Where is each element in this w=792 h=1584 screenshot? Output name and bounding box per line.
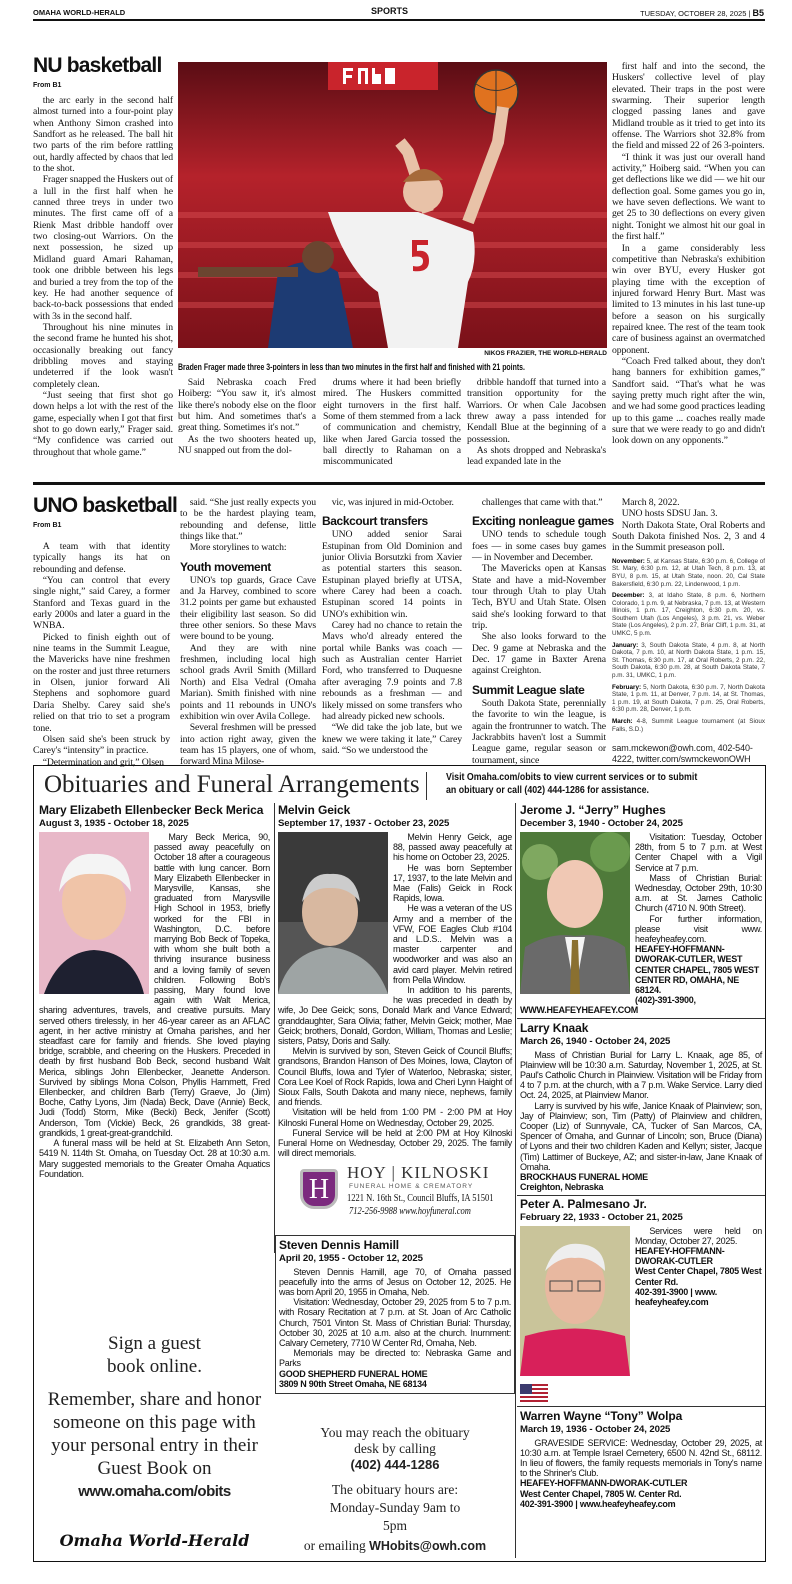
issue-date: TUESDAY, OCTOBER 28, 2025 — [640, 9, 747, 18]
desk-hours: The obituary hours are: Monday-Sunday 9am to 5pm — [329, 1482, 461, 1533]
schedule-month-label: January: — [612, 641, 639, 649]
obit-name: Peter A. Palmesano Jr. — [520, 1196, 647, 1211]
page-number: B5 — [752, 8, 764, 18]
desk-email[interactable]: WHobits@owh.com — [369, 1539, 487, 1553]
schedule-month-label: February: — [612, 683, 642, 691]
paragraph: Mass of Christian Burial for Larry L. Knaak, age 85, of Plainview will be 10:30 a.m. Saturday, November 1, 2025, at St. Paul's Catholic Church in Plainview. Visitation will be Friday from 4 to 7 p.m. at the church, with a 7 p.m. Wake Service. Larry died Oct. 24, 2025, at Plainview Manor. — [520, 1049, 762, 1101]
obituary-merica — [36, 803, 273, 1179]
paragraph: said. “She just really expects you to be the hardest playing team, rebounding and defense, little things like that.” — [180, 497, 316, 543]
obit-name: Steven Dennis Hamill — [279, 1237, 400, 1252]
paragraph: Larry is survived by his wife, Janice Knaak of Plainview; son, Jay of Plainview; son, Tim (Patty) of Plainview and children, Cooper (Liz) of Sunnyvale, CA, Tucker of San Marcos, CA, Spencer of Omaha, and Gunnar of Lincoln; son, Bruce (Diana) of Lyons and their two children Kaden and Kellyn; sister, Jacque (Tim) Lattimer of Buckeye, AZ; and sister-in-law, Jane Knaak of Omaha. — [520, 1100, 762, 1172]
paragraph: She also looks forward to the Dec. 9 game at Nebraska and the Dec. 17 game in Baxter Arena against Creighton. — [472, 631, 606, 677]
paragraph: A team with that identity typically hangs its hat on rebounding and defense. — [33, 541, 170, 575]
obituary-hamill — [275, 1235, 515, 1394]
news-photo — [178, 62, 607, 348]
uno-column-2 — [180, 497, 316, 768]
paragraph: He was a veteran of the US Army and a member of the VFW, FOE Eagles Club #104 and L.D.S.. Melvin was a master carpenter and woodworker and was also an avid card player. Melvin retired from Pella Window. — [393, 903, 512, 985]
section-divider — [33, 482, 765, 485]
funeral-home-line: HEAFEY-HOFFMANN-DWORAK-CUTLER, WEST CENTER CHAPEL, 7805 WEST CENTER RD, OMAHA, NE 68124. — [635, 944, 760, 996]
paragraph: “You can control that every single night,” said Carey, a former Stanford and Texas guard in the early 2000s and later a guard in the WNBA. — [33, 575, 170, 632]
paragraph: Throughout his nine minutes in the second frame he hunted his shot, occasionally breaking out fancy dribbling moves and staying undeterred if the look wasn't completely clean. — [33, 321, 173, 390]
obit-dates: February 22, 1933 - October 21, 2025 — [520, 1211, 683, 1223]
paragraph: Funeral Service will be held at 2:00 PM at Hoy Kilnoski Funeral Home on Wednesday, October 29, 2025. The family will direct memorials. — [278, 1127, 512, 1159]
paragraph: Services were held on Monday, October 27, 2025. — [635, 1225, 762, 1246]
funeral-home-line: BROCKHAUS FUNERAL HOME — [520, 1172, 648, 1183]
obit-dates: December 3, 1940 - October 24, 2025 — [520, 818, 683, 829]
paragraph: first half and into the second, the Huskers' collective level of play elevated. Their traps in the post were swarming. Their superior length clogged passing lanes and gave Midland trouble as it tried to get into its offense. The Warriors shot 32.8% from the field and missed 22 of 26 3-pointers. — [612, 61, 765, 152]
obit-name: Mary Elizabeth Ellenbecker Beck Merica — [39, 803, 264, 817]
paragraph: “Just seeing that first shot go down helps a lot with the rest of the game, especially when I got that first shot to go down early,” Frager said. “My confidence was carried out throughout that whole game.” — [33, 389, 173, 458]
schedule-month — [612, 558, 765, 588]
paragraph: Several freshmen will be pressed into action right away, given the team has 15 players, one of whom, forward Mina Milose- — [180, 722, 316, 768]
schedule-games: 3, at Idaho State, 8 p.m. 6, Northern Colorado, 1 p.m. 9, at Nebraska, 7 p.m. 13, at Western Illinois, 1 p.m. 17, Creighton, 6:30 p.m. 20, vs. Southern Utah (Los Angeles), 3 p.m. 21, vs. Weber State (Los Angeles), 2 p.m. 27, Briar Cliff, 1 p.m. 31, at UMKC, 5 p.m. — [612, 592, 765, 638]
obituaries-title: Obituaries and Funeral Arrangements — [44, 771, 420, 798]
paragraph: “I think it was just our overall hand activity,” Hoiberg said. “When you can get deflections like we did — we hit our deflection goal. Some games you go in, we have seven deflections. We want to get 25 to 30 deflections on every given night. Tonight we almost hit our goal in the first half.” — [612, 151, 765, 243]
funeral-home-line: HEAFEY-HOFFMANN-DWORAK-CUTLER — [635, 1245, 725, 1267]
guestbook-link[interactable]: www.omaha.com/obits — [78, 1483, 231, 1500]
paragraph: “Coach Fred talked about, they don't hang banners for exhibition games,” Sandfort said. “That's what he was saying pretty much right after the win, and we had some good practices leading up to this game ... coaches really made sure that we were ready to go and didn't look down on any opponents.” — [612, 355, 765, 447]
uno-headline: UNO basketball — [33, 494, 178, 517]
owh-logo: Omaha World-Herald — [59, 1531, 250, 1550]
paragraph: In addition to his parents, he was preceded in death by wife, Jo Dee Geick; sons, Donald Mark and Vance Edward; granddaughter, Sara Olivia; father, Melvin Geick; mother, Mae Geick; brothers, Donald, Gordon, William, Thomas and Leslie; sisters, Patsy, Doris and Sally. — [278, 985, 512, 1047]
obits-left-column — [36, 803, 273, 1558]
paragraph: Olsen said she's been struck by Carey's “intensity” in practice. — [33, 733, 170, 757]
schedule-month-label: December: — [612, 592, 645, 600]
obituary-desk-info — [275, 1425, 515, 1554]
funeral-home-line: 402-391-3900 | www. heafeyheafey.com — [635, 1286, 717, 1307]
paragraph: Visitation: Wednesday, October 29, 2025 from 5 to 7 p.m. with Rosary Recitation at 7 p.m. at St. Joan of Arc Catholic Church, 7501 Vinton St. Mass of Christian Burial: Thursday, October 30, 2025 at 10 a.m. also at the church. Inurnment: Calvary Cemetery, 7710 W Center Rd, Omaha, Neb. — [279, 1297, 511, 1348]
paragraph: “Determination and grit,” Olsen — [42, 756, 164, 768]
subheading: Summit League slate — [472, 682, 585, 697]
paragraph: A funeral mass will be held at St. Elizabeth Ann Seton, 5419 N. 114th St. Omaha, on Tuesday Oct. 28 at 10:30 a.m. Mary suggested memorials to the Greater Omaha Aquatics Foundation. — [39, 1138, 270, 1179]
obits-middle-column — [275, 803, 515, 1558]
obit-dates: March 19, 1936 - October 24, 2025 — [520, 1423, 671, 1435]
column-rule — [515, 803, 516, 1558]
obit-dates: August 3, 1935 - October 18, 2025 — [39, 818, 189, 829]
nu-column-5 — [612, 61, 765, 447]
schedule-month-label: March: — [612, 718, 633, 725]
nu-column-4 — [467, 377, 606, 468]
paragraph: He was born September 17, 1937, to the late Melvin and Mae (Falis) Geick in Rock Rapids, Iowa. — [393, 862, 512, 904]
desk-email-prefix: or emailing — [303, 1538, 366, 1553]
schedule-month — [612, 592, 765, 638]
paragraph: Visitation will be held from 1:00 PM - 2:00 PM at Hoy Kilnoski Funeral Home on Wednesday, October 29, 2025. — [278, 1107, 512, 1128]
paragraph: Frager snapped the Huskers out of a lull in the first half when he canned three treys in under two minutes. The first came off of a Rienk Mast dribble handoff over two closing-out Warriors. On the next possession, he sized up Midland guard Amari Rahaman, took one dribble between his legs and buried a trey from the top of the key. He had another sequence of back-to-back possessions that ended with 3s in the second half. — [33, 174, 173, 322]
obit-name: Warren Wayne “Tony” Wolpa — [520, 1408, 683, 1423]
paragraph: UNO hosts SDSU Jan. 3. — [621, 508, 718, 520]
funeral-home — [279, 1369, 511, 1389]
schedule-games: 5, North Dakota, 6:30 p.m. 7, North Dakota State, 1 p.m. 11, at Denver, 7 p.m. 14, at St. Thomas, 1 p.m. 19, at South Dakota, 7 p.m. 25, Oral Roberts, 6:30 p.m. 28, Denver, 1 p.m. — [612, 683, 765, 714]
paragraph: vic, was injured in mid-October. — [331, 497, 454, 508]
portrait-photo — [520, 832, 630, 994]
funeral-home — [520, 1478, 762, 1509]
paragraph: As shots dropped and Nebraska's lead expanded late in the — [467, 445, 606, 468]
hoy-logo: H — [300, 1169, 338, 1209]
photo-stack — [520, 1226, 630, 1404]
schedule-games: 4-8, Summit League tournament (at Sioux Falls, S.D.) — [612, 718, 765, 733]
paragraph: Carey had no chance to retain the Mavs who'd already entered the portal while Banks was coach — such as Australian center Harriet Ford, who transferred to Duquesne after averaging 7.9 points and 7.8 rebounds as a freshman — and likely missed on some transfers who had already picked new schools. — [322, 620, 462, 722]
obituary-knaak — [517, 1018, 765, 1195]
obit-name: Melvin Geick — [278, 803, 351, 817]
paragraph: More storylines to watch: — [189, 542, 287, 554]
notice-line-2: an obituary or call (402) 444-1286 for assistance. — [446, 784, 649, 796]
paragraph: Melvin is survived by son, Steven Geick of Council Bluffs; grandsons, Brandon Hanson of Des Moines, Iowa, Clayton of Council Bluffs, Iowa and Tyler of Waterloo, Nebraska; sister, Cora Lee Koel of Rock Rapids, Iowa and Cheri Lynn Haight of Sioux Falls, South Dakota and many niece, nephews, family and friends. — [278, 1046, 512, 1108]
obituaries-section — [33, 765, 766, 1562]
paragraph: Visitation: Tuesday, October 28th, from 5 to 7 p.m. at West Center Chapel with a Vigil Service at 7 p.m. — [635, 832, 762, 873]
portrait-photo — [520, 1226, 630, 1376]
paragraph: challenges that came with that.” — [481, 497, 603, 508]
uno-schedule — [612, 558, 765, 733]
obit-dates: September 17, 1937 - October 23, 2025 — [278, 818, 450, 829]
paragraph: North Dakota State, Oral Roberts and South Dakota finished Nos. 2, 3 and 4 in the Summit preseason poll. — [612, 519, 765, 554]
obituary-notice — [446, 771, 697, 797]
paragraph: Melvin Henry Geick, age 88, passed away peacefully at his home on October 23, 2025. — [393, 832, 512, 863]
nu-column-1 — [33, 95, 173, 458]
portrait-photo — [278, 832, 388, 994]
uno-column-5-text — [612, 497, 765, 554]
hoy-kilnoski-ad — [275, 1163, 515, 1235]
funeral-home-line: West Center Chapel, 7805 W. Center Rd. — [520, 1488, 682, 1499]
paragraph: For further information, please visit www. heafeyheafey.com. — [635, 913, 762, 945]
paragraph: March 8, 2022. — [621, 497, 680, 508]
paragraph: UNO tends to schedule tough foes — in some cases buy games — in November and December. — [472, 529, 606, 564]
obituary-hughes — [517, 803, 765, 1018]
paragraph: As the two shooters heated up, NU snapped out from the dol- — [178, 433, 316, 457]
header-rule — [33, 19, 765, 21]
schedule-month — [612, 718, 765, 733]
paragraph: the arc early in the second half almost turned into a four-point play when Anthony Simon crashed into Sandfort as he released. The ball hit two parts of the rim before rattling out, hardly affected by chaos that led to the shot. — [33, 95, 173, 175]
guestbook-headline: Sign a guest book online. — [107, 1333, 202, 1377]
paragraph: drums where it had been briefly mired. The Huskers committed eight turnovers in the first half. Some of them stemmed from a lack of communication and chemistry, like when Jared Garcia tossed the ball directly to Rahaman on a miscommunicated — [323, 377, 461, 468]
obituary-wolpa — [517, 1406, 765, 1509]
funeral-home-line: HEAFEY-HOFFMANN-DWORAK-CUTLER — [520, 1478, 688, 1489]
uno-jump-label: From B1 — [33, 522, 62, 529]
nu-jump-label: From B1 — [33, 82, 62, 89]
obit-name: Larry Knaak — [520, 1020, 589, 1035]
uno-column-5 — [612, 497, 765, 765]
photo-caption: Braden Frager made three 3-pointers in less than two minutes in the first half and finished with 21 points. — [178, 361, 525, 372]
guestbook-text: Remember, share and honor someone on this page with your personal entry in their Guest Book on — [47, 1389, 262, 1479]
obituary-palmesano — [517, 1195, 765, 1406]
funeral-home — [520, 1172, 762, 1192]
notice-line-1: Visit Omaha.com/obits to view current services or to submit — [446, 771, 698, 783]
paragraph: The Mavericks open at Kansas State and have a mid-November tour through Utah to play Utah Tech, BYU and Utah State. Olsen said she's looking forward to that trip. — [472, 563, 606, 632]
nu-headline: NU basketball — [33, 54, 162, 77]
schedule-games: 5, at Kansas State, 6:30 p.m. 6, College of St. Mary, 6:30 p.m. 12, at Utah Tech, 8 p.m. 13, at BYU, 8 p.m. 15, at Utah State, noon. 20, Cal State Bakersfield, 6:30 p.m. 22, Lindenwood, 1 p.m. — [612, 557, 765, 588]
desk-phone[interactable]: (402) 444-1286 — [350, 1457, 440, 1472]
subheading: Exciting nonleague games — [472, 514, 614, 529]
paragraph: Steven Dennis Hamill, age 70, of Omaha passed peacefully into the arms of Jesus on October 12, 2025. He was born April 20, 1955 in Omaha, Neb. — [279, 1266, 511, 1297]
american-flag-icon — [520, 1384, 548, 1404]
paragraph: In a game considerably less competitive than Nebraska's exhibition win over BYU, every Husker got playing time with the exception of injured forward Henry Burt. Mast was limited to 13 minutes in his last tune-up before a season on his surgically repaired knee. The rest of the team took care of business against an overmatched opponent. — [612, 242, 765, 356]
uno-column-3 — [322, 497, 462, 756]
obit-body — [520, 1050, 762, 1172]
obit-dates: April 20, 1955 - October 12, 2025 — [279, 1252, 423, 1264]
nu-column-3 — [323, 377, 461, 468]
nu-column-2 — [178, 377, 316, 456]
hoy-tagline: FUNERAL HOME & CREMATORY — [349, 1182, 474, 1190]
paragraph: UNO's top guards, Grace Cave and Ja Harvey, combined to score 31.2 points per game but exhausted their eligibility last season. So did three other seniors. So these Mavs were bound to be young. — [180, 574, 316, 643]
subheading: Backcourt transfers — [322, 514, 428, 529]
guestbook-promo — [36, 1332, 273, 1552]
paragraph: GRAVESIDE SERVICE: Wednesday, October 29, 2025, at 10:30 a.m. at Temple Israel Cemetery, 6500 N. 42nd St., 68112. In lieu of flowers, the family requests memorials in Tony's name to the Shriner's Club. — [520, 1437, 762, 1479]
schedule-month-label: November: — [612, 557, 645, 565]
funeral-home-line: 402-391-3900 | www.heafeyheafey.com — [520, 1498, 676, 1509]
funeral-home-line: GOOD SHEPHERD FUNERAL HOME — [279, 1368, 428, 1379]
funeral-home-line: Creighton, Nebraska — [520, 1182, 604, 1193]
hoy-brand: HOY | KILNOSKI — [347, 1162, 490, 1182]
photo-credit: NIKOS FRAZIER, THE WORLD-HERALD — [484, 350, 607, 357]
paragraph: Picked to finish eighth out of nine teams in the Summit League, the Mavericks have nine freshmen on the roster and just three returners in Olsen, junior forward Ali Stephens and sophomore guard Daria Shelby. Carey said she's relied on that trio to set a program tone. — [33, 631, 170, 734]
obit-dates: March 26, 1940 - October 24, 2025 — [520, 1035, 671, 1047]
paragraph: Memorials may be directed to: Nebraska Game and Parks — [279, 1348, 511, 1369]
paper-name: OMAHA WORLD-HERALD — [33, 8, 126, 17]
paragraph: dribble handoff that turned into a transition opportunity for the Warriors. Or when Cale Jacobsen threw away a pass intended for Kendall Blue at the beginning of a possession. — [467, 377, 606, 445]
hoy-phone-web: 712-256-9988 www.hoyfuneral.com — [349, 1205, 471, 1217]
funeral-home-line: West Center Chapel, 7805 West Center Rd. — [635, 1266, 762, 1287]
title-divider — [426, 772, 427, 800]
paragraph: Mary Beck Merica, 90, passed away peacefully on October 18 after a courageous battle with lung cancer. Born Mary Elizabeth Ellenbecker in Marysville, Kansas, she graduated from Marysville High School in 1953, briefly worked for the FBI in Washington, D.C. before marrying Bob Beck of Topeka, with whom she built both a thriving insurance business and a loving family of seven children. Following Bob's passing, Mary found love again with Walt Merica, sharing adventures, travels, and creative pursuits. Mary served others tirelessly, in her 46-year career as an AFLAC agent, in her active ministry at Omaha parishes, and her steadfast care for family and friends. She loved playing bridge, scrabble, and cheering on the Huskers. Preceded in death by first husband Bob Beck, second husband Walt Merica, siblings John Ellenbecker, Jeanette Anderson. Survived by siblings Mona Colson, Phyllis Hammett, Fred Ellenbecker, and children Barb (Terry) Graeve, Jo (Jim) Boche, Cathy Lyons, Jim (Nada) Beck, Dave (Annie) Beck, Judi (Todd) Storm, Mike (Becki) Beck, Jenifer (Scott) Anderson, Tom (Vickie) Beck, 26 grandkids, 38 great-grandkids, 1 great-great-grandchild. — [39, 832, 270, 1138]
paragraph: “We did take the job late, but we knew we were taking it late,” Carey said. “So we understood the — [322, 722, 462, 756]
desk-text: You may reach the obituary desk by calling — [320, 1425, 470, 1456]
section-name: SPORTS — [371, 6, 409, 16]
paragraph: South Dakota State, perennially the favorite to win the league, is again the frontrunner to watch. The Jackrabbits haven't lost a Summit League game, regular season or tournament, since — [472, 697, 606, 766]
uno-column-1 — [33, 541, 170, 768]
portrait-photo — [39, 832, 149, 994]
paragraph: Said Nebraska coach Fred Hoiberg: “You saw it, it's almost like there's nobody else on the floor but him. And sometimes that's a great thing. Sometimes it's not.” — [178, 377, 316, 434]
obit-body — [279, 1267, 511, 1369]
dateline: TUESDAY, OCTOBER 28, 2025 | B5 — [640, 8, 764, 18]
obit-name: Jerome J. “Jerry” Hughes — [520, 803, 666, 817]
hoy-address: 1221 N. 16th St., Council Bluffs, IA 51501 — [347, 1192, 494, 1204]
uno-column-4 — [472, 497, 614, 766]
obit-body — [520, 1438, 762, 1479]
paragraph: UNO added senior Sarai Estupinan from Old Dominion and junior Olivia Borsutzki from Xavier as potential starters this season. Estupinan played briefly at UTSA, where Carey had been a coach. Estupinan scored 14 points in UNO's exhibition win. — [322, 529, 462, 620]
schedule-games: 3, South Dakota State, 4 p.m. 8, at North Dakota, 7 p.m. 10, at North Dakota State, 1 p.m. 15, St. Thomas, 6:30 p.m. 17, at Oral Roberts, 2 p.m. 22, South Dakota, 6:30 p.m. 28, at South Dakota State, 7 p.m. 31, UMKC, 1 p.m. — [612, 641, 765, 680]
obits-right-column — [517, 803, 765, 1558]
paragraph: Mass of Christian Burial: Wednesday, October 29th, 10:30 a.m. at St. James Catholic Church (4710 N. 90th Street). — [635, 872, 762, 914]
subheading: Youth movement — [180, 559, 271, 574]
schedule-month — [612, 642, 765, 680]
paragraph: And they are with nine freshmen, including local high school grads Avril Smith (Millard North) and Elsa Vedral (Omaha Marian). Smith finished with nine points and 11 rebounds in UNO's exhibition win over Avila College. — [180, 642, 316, 722]
funeral-home-line: (402)-391-3900, WWW.HEAFEYHEAFEY.COM — [520, 995, 696, 1016]
author-contact: sam.mckewon@owh.com, 402-540-4222, twitter.com/swmckewonOWH — [612, 743, 753, 765]
funeral-home-line: 3809 N 90th Street Omaha, NE 68134 — [279, 1378, 427, 1389]
obituary-geick — [275, 803, 515, 1159]
schedule-month — [612, 684, 765, 714]
